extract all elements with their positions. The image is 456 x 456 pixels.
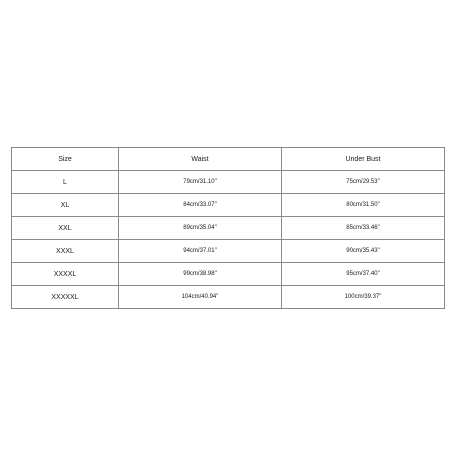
table-header-row — [12, 148, 445, 171]
under-bust-cell: 90cm/35.43" — [282, 240, 445, 263]
waist-cell: 104cm/40.94" — [119, 286, 282, 309]
table-row — [12, 171, 445, 194]
waist-cell: 89cm/35.04" — [119, 217, 282, 240]
size-cell: XL — [12, 194, 119, 217]
size-cell: XXXXL — [12, 263, 119, 286]
size-cell: XXL — [12, 217, 119, 240]
under-bust-cell: 95cm/37.40" — [282, 263, 445, 286]
under-bust-cell: 100cm/39.37" — [282, 286, 445, 309]
table-row — [12, 217, 445, 240]
waist-cell: 79cm/31.10" — [119, 171, 282, 194]
size-chart-table — [11, 147, 445, 309]
table-row — [12, 263, 445, 286]
header-waist: Waist — [119, 148, 282, 171]
table-row — [12, 240, 445, 263]
size-cell: L — [12, 171, 119, 194]
size-cell: XXXL — [12, 240, 119, 263]
size-cell: XXXXXL — [12, 286, 119, 309]
table-row — [12, 194, 445, 217]
table-row — [12, 286, 445, 309]
waist-cell: 99cm/38.98" — [119, 263, 282, 286]
under-bust-cell: 85cm/33.46" — [282, 217, 445, 240]
waist-cell: 84cm/33.07" — [119, 194, 282, 217]
under-bust-cell: 80cm/31.50" — [282, 194, 445, 217]
under-bust-cell: 75cm/29.53" — [282, 171, 445, 194]
header-size: Size — [12, 148, 119, 171]
header-under-bust: Under Bust — [282, 148, 445, 171]
waist-cell: 94cm/37.01" — [119, 240, 282, 263]
